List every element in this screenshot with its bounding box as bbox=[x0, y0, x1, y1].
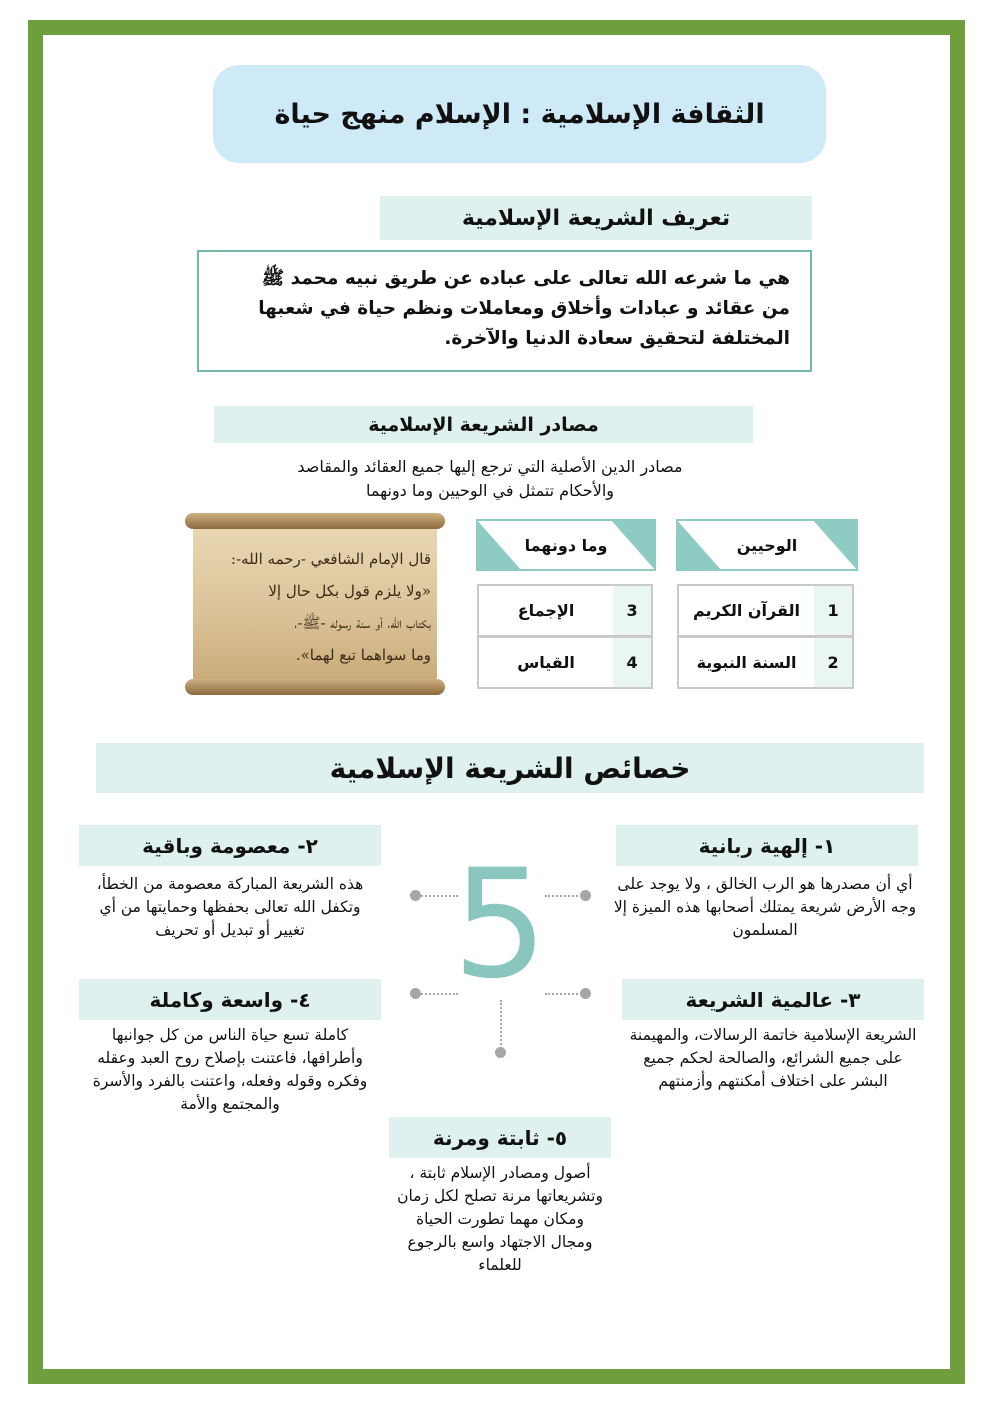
connector-dot bbox=[580, 890, 591, 901]
revelations-header bbox=[676, 519, 858, 571]
quote-scroll bbox=[185, 513, 445, 695]
table-row bbox=[477, 584, 653, 637]
row-label: القرآن الكريم bbox=[693, 601, 800, 620]
table-row bbox=[477, 636, 653, 689]
feature-5-title: ٥- ثابتة ومرنة bbox=[389, 1117, 611, 1158]
feature-1-title: ١- إلهية ربانية bbox=[616, 825, 918, 866]
row-number: 2 bbox=[814, 638, 852, 687]
features-heading: خصائص الشريعة الإسلامية bbox=[96, 743, 924, 793]
sources-intro-line: مصادر الدين الأصلية التي ترجع إليها جميع العقائد والمقاصد bbox=[297, 457, 683, 476]
table-row bbox=[677, 636, 854, 689]
sources-intro-line: والأحكام تتمثل في الوحيين وما دونهما bbox=[366, 481, 614, 500]
row-label: القياس bbox=[517, 653, 575, 672]
row-label: السنة النبوية bbox=[696, 653, 797, 672]
feature-2-title: ٢- معصومة وباقية bbox=[79, 825, 381, 866]
connector-dot bbox=[410, 890, 421, 901]
definition-line: من عقائد و عبادات وأخلاق ومعاملات ونظم حياة في شعبها bbox=[258, 298, 790, 319]
row-number: 4 bbox=[613, 638, 651, 687]
row-label: الإجماع bbox=[517, 601, 575, 620]
feature-4-title: ٤- واسعة وكاملة bbox=[79, 979, 381, 1020]
sources-heading: مصادر الشريعة الإسلامية bbox=[214, 406, 753, 443]
connector-line bbox=[500, 1000, 502, 1052]
quote-line: «ولا يلزم قول بكل حال إلا bbox=[268, 582, 431, 600]
quote-line: بكتاب الله، أو سنة رسوله -ﷺ-، bbox=[294, 614, 431, 632]
feature-4-text: كاملة تسع حياة الناس من كل جوانبها وأطرافها، فاعتنت بإصلاح روح العبد وعقله وفكره وقوله وفعله، واعتنت بالفرد والأسرة والمجتمع والأمة bbox=[92, 1026, 368, 1113]
feature-5-text: أصول ومصادر الإسلام ثابتة ، وتشريعاتها مرنة تصلح لكل زمان ومكان مهما تطورت الحياة ومجال الاجتهاد واسع بالرجوع للعلماء bbox=[397, 1164, 603, 1274]
scroll-rod-top bbox=[185, 513, 445, 529]
page-title: الثقافة الإسلامية : الإسلام منهج حياة bbox=[213, 65, 826, 163]
feature-3-text: الشريعة الإسلامية خاتمة الرسالات، والمهيمنة على جميع الشرائع، والصالحة لحكم جميع البشر على اختلاف أمكنتهم وأزمنتهم bbox=[629, 1026, 917, 1090]
scroll-rod-bottom bbox=[185, 679, 445, 695]
table-row bbox=[677, 584, 854, 637]
connector-line bbox=[545, 895, 585, 897]
feature-2-text: هذه الشريعة المباركة معصومة من الخطأ، وتكفل الله تعالى بحفظها وحمايتها من أي تغيير أو تبديل أو تحريف bbox=[96, 875, 364, 939]
sources-intro bbox=[200, 455, 780, 503]
connector-dot bbox=[580, 988, 591, 999]
connector-line bbox=[418, 895, 458, 897]
quote-text bbox=[199, 543, 431, 671]
revelations-header-label: الوحيين bbox=[736, 535, 798, 555]
row-number: 3 bbox=[613, 586, 651, 635]
connector-dot bbox=[410, 988, 421, 999]
others-header-label: وما دونهما bbox=[524, 535, 608, 555]
others-header bbox=[476, 519, 656, 571]
feature-1-text: أي أن مصدرها هو الرب الخالق ، ولا يوجد على وجه الأرض شريعة يمتلك أصحابها هذه الميزة إلا المسلمون bbox=[613, 875, 917, 939]
feature-3-title: ٣- عالمية الشريعة bbox=[622, 979, 924, 1020]
row-number: 1 bbox=[814, 586, 852, 635]
quote-line: وما سواهما تبع لهما». bbox=[295, 646, 431, 664]
connector-line bbox=[545, 993, 585, 995]
definition-line: المختلفة لتحقيق سعادة الدنيا والآخرة. bbox=[444, 328, 790, 349]
definition-line: هي ما شرعه الله تعالى على عباده عن طريق نبيه محمد ﷺ bbox=[261, 268, 790, 289]
definition-box bbox=[197, 250, 812, 372]
definition-heading: تعريف الشريعة الإسلامية bbox=[380, 196, 812, 240]
connector-line bbox=[418, 993, 458, 995]
quote-line: قال الإمام الشافعي -رحمه الله-: bbox=[230, 550, 431, 568]
features-count: 5 bbox=[452, 838, 548, 1012]
connector-dot bbox=[495, 1047, 506, 1058]
